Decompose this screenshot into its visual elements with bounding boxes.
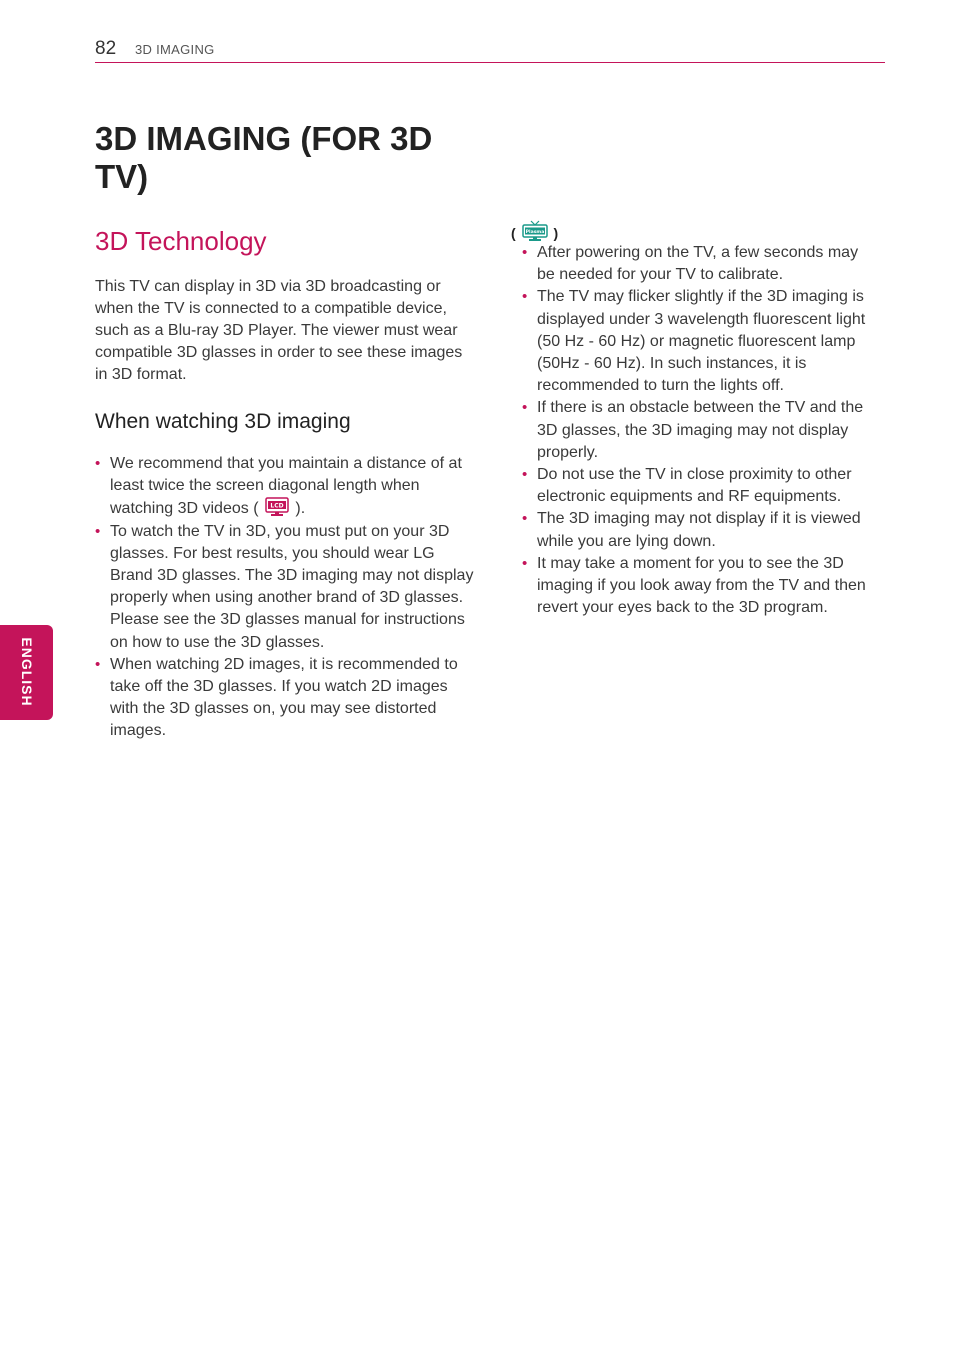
bullet-icon: • bbox=[522, 399, 528, 417]
plasma-icon-label: Plasma bbox=[525, 230, 544, 235]
watching-list bbox=[95, 453, 475, 743]
list-item: • To watch the TV in 3D, you must put on your 3D glasses. For best results, you should wear LG Brand 3D glasses. The 3D imaging may not display properly when using another brand of 3D glasses. Please see the 3D glasses manual for instructions on how to use the 3D glasses. bbox=[95, 522, 474, 651]
list-item: • We recommend that you maintain a distance of at least twice the screen diagonal length when watching 3D videos ( LCD ). bbox=[95, 455, 462, 518]
list-item: • Do not use the TV in close proximity to other electronic equipments and RF equipments. bbox=[522, 466, 852, 506]
page-header bbox=[95, 38, 885, 63]
list-item: • If there is an obstacle between the TV and the 3D glasses, the 3D imaging may not display properly. bbox=[522, 399, 864, 461]
subheading-when-watching: When watching 3D imaging bbox=[95, 410, 351, 433]
plasma-tv-icon bbox=[522, 220, 548, 242]
header-section-name: 3D IMAGING bbox=[135, 42, 215, 57]
list-item: • When watching 2D images, it is recommended to take off the 3D glasses. If you watch 2D images with the 3D glasses on, you may see distorted images. bbox=[95, 655, 458, 740]
lcd-tv-icon bbox=[265, 497, 289, 517]
list-item: • It may take a moment for you to see the 3D imaging if you look away from the TV and then revert your eyes back to the 3D program. bbox=[522, 554, 866, 617]
language-side-tab bbox=[0, 625, 53, 720]
plasma-note-label: ( Plasma ) bbox=[511, 220, 558, 242]
bullet-icon: • bbox=[522, 554, 528, 572]
bullet-icon: • bbox=[522, 510, 528, 528]
plasma-list bbox=[522, 242, 872, 619]
list-item: • The TV may flicker slightly if the 3D imaging is displayed under 3 wavelength fluorescent light (50 Hz - 60 Hz) or magnetic fluorescent lamp (50Hz - 60 Hz). In such instances, it is recommended to turn the lights off. bbox=[522, 288, 866, 395]
bullet-icon: • bbox=[522, 466, 528, 484]
bullet-icon: • bbox=[95, 455, 101, 472]
section-heading-3d-technology: 3D Technology bbox=[95, 226, 267, 256]
bullet-icon: • bbox=[95, 655, 101, 673]
lcd-icon-label: LCD bbox=[270, 503, 284, 511]
list-item: • The 3D imaging may not display if it is viewed while you are lying down. bbox=[522, 510, 861, 550]
language-tab-label: ENGLISH bbox=[19, 637, 35, 707]
list-item: • After powering on the TV, a few seconds may be needed for your TV to calibrate. bbox=[522, 244, 859, 284]
page-title: 3D IMAGING (FOR 3D TV) bbox=[95, 120, 433, 195]
page-number: 82 bbox=[95, 38, 117, 59]
bullet-icon: • bbox=[95, 522, 101, 540]
bullet-icon: • bbox=[522, 244, 528, 261]
bullet-icon: • bbox=[522, 288, 528, 306]
intro-paragraph: This TV can display in 3D via 3D broadcasting or when the TV is connected to a compatible device, such as a Blu-ray 3D Player. The viewer must wear compatible 3D glasses in order to see these images in 3D format. bbox=[95, 278, 463, 383]
